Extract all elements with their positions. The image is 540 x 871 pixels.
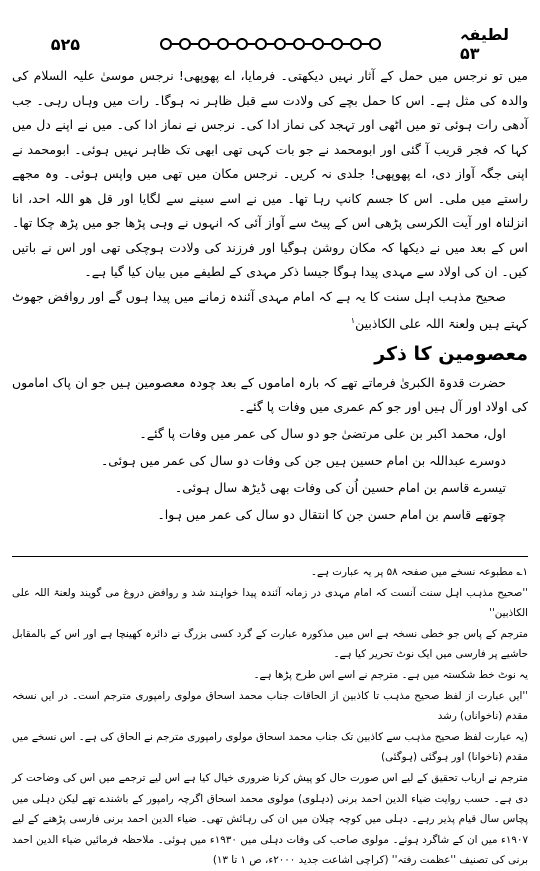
footnote-line: ''صحیح مذہب اہل سنت آنست کہ امام مہدی در زمانہ آئندہ پیدا خواہند شد و روافض دروغ می گویند ولعنۃ اللہ علی الکاذبین'': [12, 586, 528, 620]
section-heading: معصومین کا ذکر: [374, 342, 528, 365]
list-item: چوتھے قاسم بن امام حسن جن کا انتقال دو سال کی عمر میں ہوا۔: [157, 506, 506, 522]
main-text: [12, 64, 528, 528]
ornament-chain-icon: [160, 34, 381, 54]
list-item: اول، محمد اکبر بن علی مرتضیٰ جو دو سال کی عمر میں وفات پا گئے۔: [139, 425, 506, 441]
body-paragraph: میں تو نرجس میں حمل کے آثار نہیں دیکھتی۔ فرمایا، اے پھوپھی! نرجس موسیٰ علیہ السلام کی والدہ کی مثل ہے۔ اس کا حمل بچے کی ولادت سے قبل ظاہر نہ ہوگا۔ رات میں وہاں رہی۔ جب آدھی رات ہوئی تو میں اٹھی اور تہجد کی نماز ادا کی۔ نرجس نے نماز ادا کی۔ میں نے اپنے دل میں کہا کہ فجر قریب آ گئی اور ابومحمد نے جو بات کہی تھی ابھی تک ظاہر نہیں ہوئی۔ ابومحمد نے اپنی جگہ آواز دی، اے پھوپھی! جلدی نہ کریں۔ نرجس مکان میں تھی میں واپس ہوئی۔ وہ مجھے راستے میں ملی۔ اس کا جسم کانپ رہا تھا۔ میں نے اسے سینے سے لگایا اور قل ھو اللہ احد، انا انزلناہ اور آیت الکرسی پڑھی اس کے پیٹ سے آواز آئی کہ انہوں نے وہی پڑھا جو میں پڑھ چکا تھا۔ اس کے بعد میں نے دیکھا کہ مکان روشن ہوگیا اور فرزند کی ولادت ہوچکی تھی اور اس نے باتیں کیں۔ ان کی اولاد سے مہدی پیدا ہوگا جیسا ذکر مہدی کے لطیفے میں بیان کیا گیا ہے۔: [12, 68, 528, 279]
masumeen-list: [12, 420, 506, 528]
paragraph-text: صحیح مذہب اہل سنت کا یہ ہے کہ امام مہدی آئندہ زمانے میں پیدا ہوں گے اور روافض جھوٹ کہتے ہیں ولعنۃ اللہ علی الکاذبین: [12, 288, 528, 332]
body-paragraph: [12, 285, 528, 337]
footnote-line: ''ایں عبارت از لفظ صحیح مذہب تا کاذبین از الحاقات جناب محمد اسحاق مولوی رامپوری مترجم است۔ در ایں نسخہ مقدم (ناخواناں) رشد: [12, 689, 528, 723]
page-number: ۵۲۵: [50, 34, 80, 54]
list-item: تیسرے قاسم بن امام حسین اُن کی وفات بھی ڈیڑھ سال ہوئی۔: [174, 479, 506, 495]
footnote-line: (یہ عبارت لفظ صحیح مذہب سے کاذبین تک جناب محمد اسحاق مولوی رامپوری مترجم نے الحاق کی ہے۔ اس نسخے میں مقدم (ناخوانا) اور ہوگئی (ہوگئی): [12, 730, 528, 764]
footnotes: [12, 562, 528, 871]
footnote-line: مترجم نے ارباب تحقیق کے لیے اس صورت حال کو پیش کرنا ضروری خیال کیا ہے اس لیے ترجمے میں اس کی وضاحت کر دی ہے۔ حسب روایت ضیاء الدین احمد برنی (دہلوی) مولوی محمد اسحاق اگرچہ رامپور کے باشندے تھے لیکن دہلی میں پچاس سال قیام پذیر رہے۔ دہلی میں کوچہ چیلان میں ان کی رہائش تھی۔ ضیاء الدین احمد برنی فارسی پڑھنے کے لیے ۱۹۰۷ء میں ان کے شاگرد ہوئے۔ مولوی صاحب کی وفات دہلی میں ۱۹۳۰ء میں ہوئی۔ ملاحظہ فرمائیں ضیاء الدین احمد برنی کی تصنیف ''عظمت رفتہ'' (کراچی اشاعت جدید ۲۰۰۰ء، ص ۱ تا ۱۳): [12, 771, 528, 867]
footnote-line: یہ نوٹ خط شکستہ میں ہے۔ مترجم نے اسے اس طرح پڑھا ہے۔: [253, 668, 528, 681]
intro-paragraph: حضرت قدوۃ الکبریٰ فرماتے تھے کہ بارہ اماموں کے بعد چودہ معصومین ہیں جو ان پاک اماموں کی اولاد اور آل ہیں اور جو کم عمری میں وفات پا گئے۔: [12, 374, 528, 415]
section-title: لطیفہ ۵۳: [460, 25, 510, 63]
footnote-divider: [12, 556, 528, 557]
footnote-line: ۱؎ مطبوعہ نسخے میں صفحہ ۵۸ پر یہ عبارت ہے۔: [310, 566, 528, 578]
footnote-marker: ۱: [350, 316, 356, 325]
page-header: [10, 25, 530, 63]
list-item: دوسرے عبداللہ بن امام حسین ہیں جن کی وفات دو سال کی عمر میں ہوئی۔: [100, 452, 506, 468]
footnote-line: مترجم کے پاس جو خطی نسخہ ہے اس میں مذکورہ عبارت کے گرد کسی بزرگ نے دائرہ کھینچا ہے اور اس کے بالمقابل حاشیے پر فارسی میں ایک نوٹ تحریر کیا ہے۔: [12, 627, 528, 661]
